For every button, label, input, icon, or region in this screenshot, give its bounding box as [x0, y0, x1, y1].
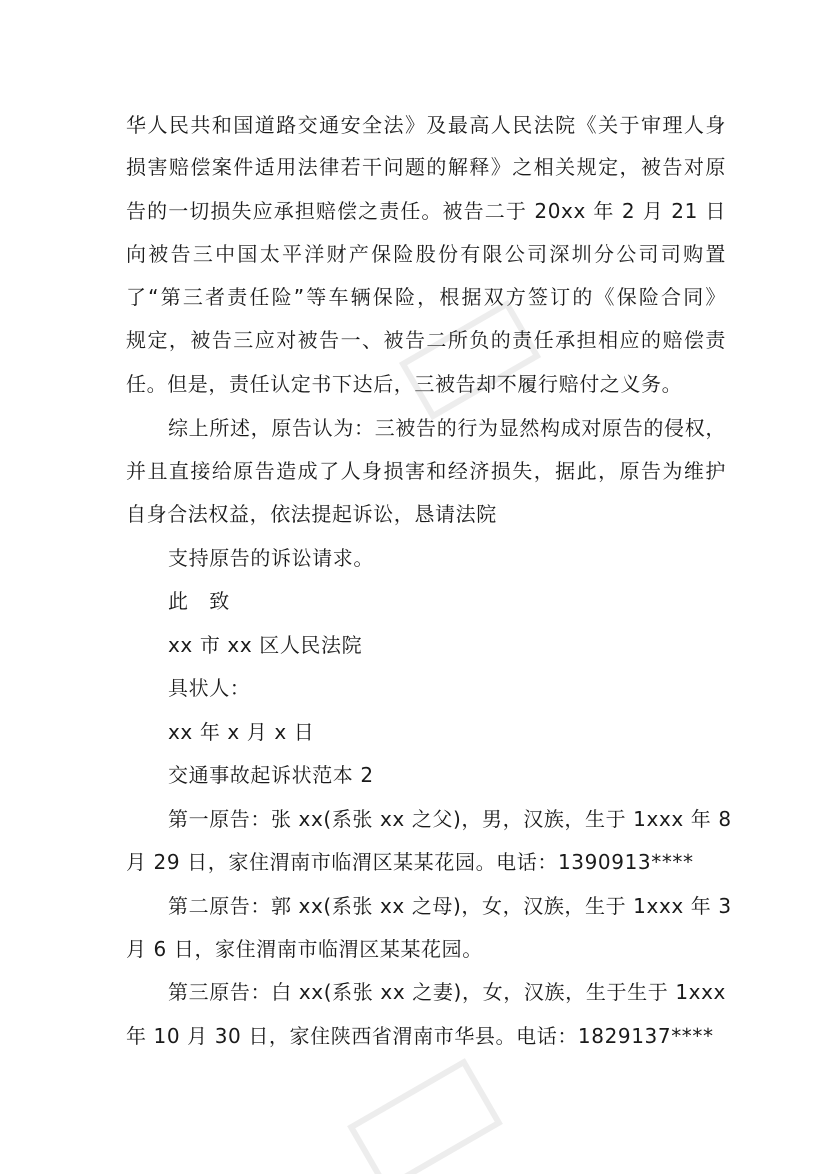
salutation: 此 致 — [168, 589, 230, 613]
paragraph-line: 了“第三者责任险”等车辆保险，根据双方签订的《保险合同》 — [126, 285, 726, 309]
paragraph-line: 并且直接给原告造成了人身损害和经济损失，据此，原告为维护 — [126, 459, 726, 483]
paragraph-line: 任。但是，责任认定书下达后，三被告却不履行赔付之义务。 — [126, 372, 683, 396]
court-name: xx 市 xx 区人民法院 — [168, 633, 363, 657]
paragraph-line: 第三原告：白 xx(系张 xx 之妻)，女，汉族，生于生于 1xxx — [168, 980, 726, 1004]
paragraph-line: 月 6 日，家住渭南市临渭区某某花园。 — [126, 937, 483, 961]
paragraph-line: 自身合法权益，依法提起诉讼，恳请法院 — [126, 502, 497, 526]
paragraph-line: 第一原告：张 xx(系张 xx 之父)，男，汉族，生于 1xxx 年 8 — [168, 807, 732, 831]
paragraph-line: 告的一切损失应承担赔偿之责任。被告二于 20xx 年 2 月 21 日 — [126, 199, 726, 223]
plaintiff-signature: 具状人： — [168, 676, 251, 700]
paragraph-line: 损害赔偿案件适用法律若干问题的解释》之相关规定，被告对原 — [126, 155, 726, 179]
paragraph-line: 向被告三中国太平洋财产保险股份有限公司深圳分公司司购置 — [126, 242, 726, 266]
paragraph-line: 月 29 日，家住渭南市临渭区某某花园。电话：1390913**** — [126, 850, 694, 874]
paragraph-line: 年 10 月 30 日，家住陕西省渭南市华县。电话：1829137**** — [126, 1024, 714, 1048]
paragraph-line: 支持原告的诉讼请求。 — [168, 546, 374, 570]
paragraph-line: 综上所述，原告认为：三被告的行为显然构成对原告的侵权， — [168, 416, 726, 440]
date-line: xx 年 x 月 x 日 — [168, 720, 315, 744]
paragraph-line: 第二原告：郭 xx(系张 xx 之母)，女，汉族，生于 1xxx 年 3 — [168, 894, 732, 918]
paragraph-line: 规定，被告三应对被告一、被告二所负的责任承担相应的赔偿责 — [126, 328, 726, 352]
section-title: 交通事故起诉状范本 2 — [168, 763, 374, 787]
paragraph-line: 华人民共和国道路交通安全法》及最高人民法院《关于审理人身 — [126, 113, 726, 137]
